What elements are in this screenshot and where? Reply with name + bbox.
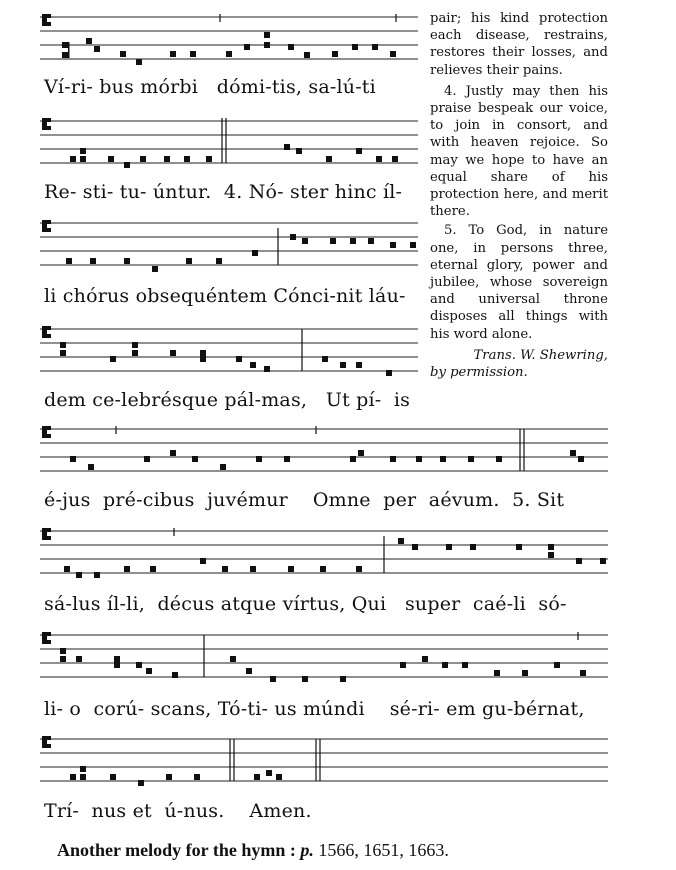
- translation-paragraph-1: pair; his kind protection each disease, restrains, restores their losses, and relieves their pains.: [430, 11, 608, 78]
- staff-3: [40, 220, 420, 272]
- staff-6: [40, 528, 610, 580]
- lyrics-line-2: Re- sti- tu- úntur. 4. Nó- ster hinc íl-: [44, 181, 403, 203]
- staff-4: [40, 326, 420, 378]
- permission-note: by permission.: [430, 365, 528, 381]
- lyrics-line-4: dem ce-lebrésque pál-mas, Ut pí- is: [44, 389, 411, 411]
- staff-8: [40, 736, 610, 788]
- other-melody-label: Another melody for the hymn :: [57, 840, 296, 860]
- translator-credit: Trans. W. Shewring,: [473, 347, 608, 363]
- staff-5: [40, 426, 610, 478]
- lyrics-line-7: li- o corú- scans, Tó-ti- us múndi sé-ri- em gu-bérnat,: [44, 698, 585, 720]
- page-ref-abbrev: p.: [300, 840, 314, 860]
- translation-paragraph-3: 5. To God, in nature one, in persons three, eternal glory, power and jubilee, whose sovereign and universal throne disposes all things with his word alone.: [430, 223, 608, 342]
- staff-2: [40, 118, 420, 170]
- staff-7: [40, 632, 610, 684]
- lyrics-line-8: Trí- nus et ú-nus. Amen.: [44, 800, 312, 822]
- translation-column: [430, 10, 608, 381]
- lyrics-line-1: Ví-ri- bus mórbi dómi-tis, sa-lú-ti: [44, 76, 376, 98]
- translation-paragraph-2: 4. Justly may then his praise bespeak our voice, to join in consort, and with heaven rejoice. So may we hope to have an equal share of his protection here, and merit there.: [430, 83, 608, 220]
- staff-1: [40, 14, 420, 66]
- lyrics-line-6: sá-lus íl-li, décus atque vírtus, Qui super caé-li só-: [44, 593, 567, 615]
- page-numbers[interactable]: 1566, 1651, 1663.: [318, 840, 449, 860]
- other-melody-note: [57, 840, 449, 861]
- lyrics-line-3: li chórus obsequéntem Cónci-nit láu-: [44, 285, 406, 307]
- lyrics-line-5: é-jus pré-cibus juvémur Omne per aévum. 5. Sit: [44, 489, 565, 511]
